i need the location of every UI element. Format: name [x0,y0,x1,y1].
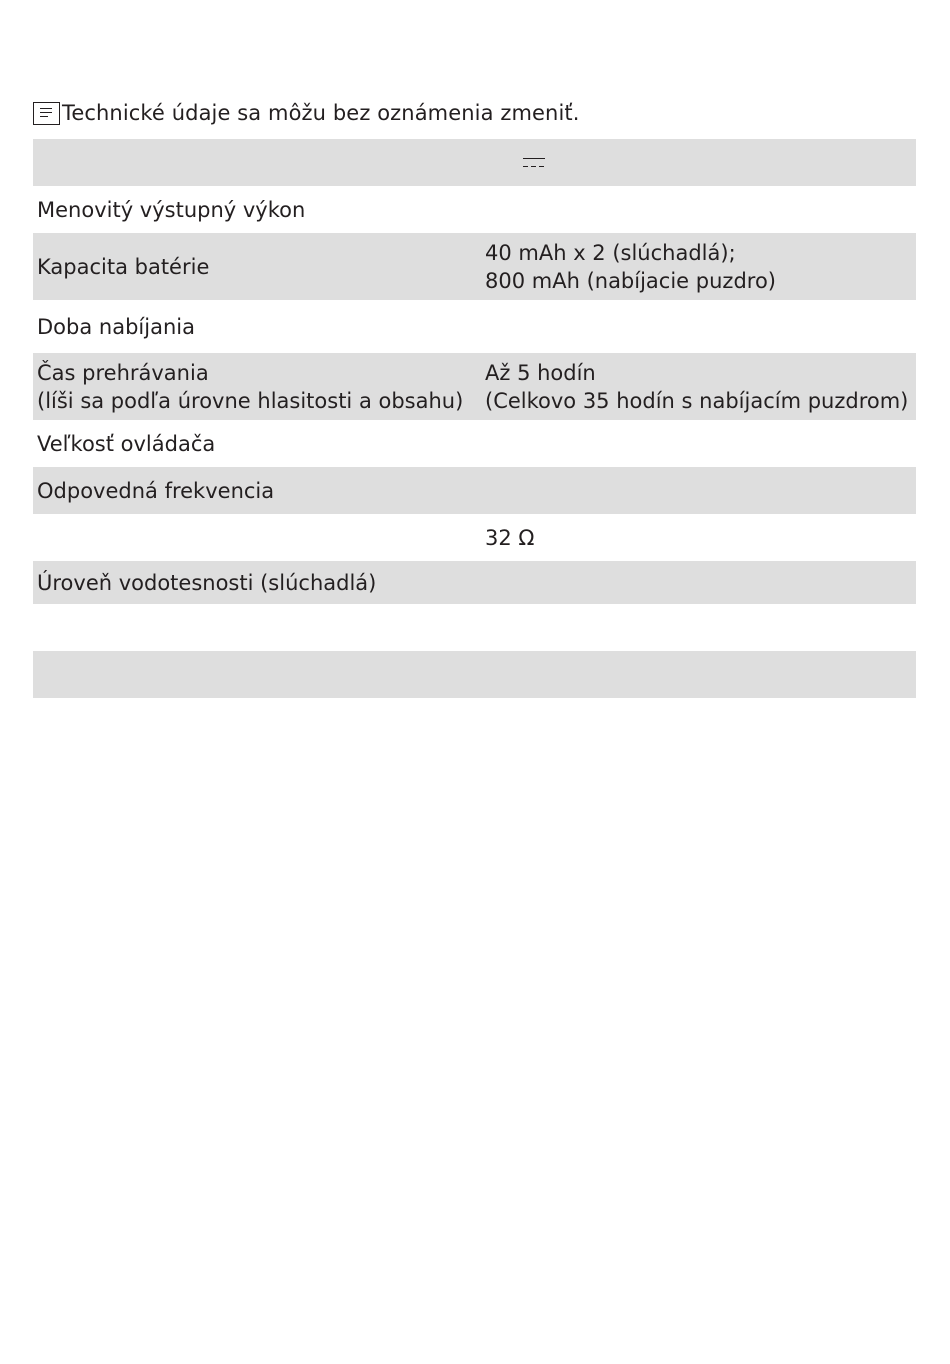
row-value-line: 800 mAh (nabíjacie puzdro) [485,268,776,293]
row-label-line: Veľkosť ovládača [37,431,216,456]
row-value [481,467,916,514]
row-label-line: Úroveň vodotesnosti (slúchadlá) [37,570,377,595]
table-row [33,651,916,698]
row-value [481,186,916,233]
row-value [481,604,916,651]
spec-notice [33,100,579,126]
row-value-line: 40 mAh x 2 (slúchadlá); [485,240,736,265]
row-label [33,300,481,353]
row-value [481,353,916,420]
row-value-line: Až 5 hodín [485,360,596,385]
table-header-row [33,139,916,186]
row-value [481,561,916,604]
row-label-line: (líši sa podľa úrovne hlasitosti a obsahu) [37,388,464,413]
table-row [33,353,916,420]
table-row [33,514,916,561]
row-label [33,233,481,300]
row-label-line: Doba nabíjania [37,314,195,339]
row-label [33,186,481,233]
table-row [33,186,916,233]
specifications-table [33,139,916,698]
row-label [33,420,481,467]
table-row [33,233,916,300]
row-label [33,353,481,420]
row-label [33,651,481,698]
row-label [33,604,481,651]
table-row [33,604,916,651]
row-label-line: Menovitý výstupný výkon [37,197,306,222]
row-label [33,514,481,561]
row-label-line: Čas prehrávania [37,360,209,385]
row-label [33,561,481,604]
table-row [33,300,916,353]
table-row [33,561,916,604]
row-value [481,651,916,698]
note-icon [33,102,60,125]
row-label-line: Odpovedná frekvencia [37,478,275,503]
row-label-line: Kapacita batérie [37,254,210,279]
row-value [481,233,916,300]
row-label [33,467,481,514]
row-value [481,420,916,467]
row-value-line: 32 Ω [485,525,535,550]
row-value [481,514,916,561]
row-value-line: (Celkovo 35 hodín s nabíjacím puzdrom) [485,388,909,413]
spec-notice-text: Technické údaje sa môžu bez oznámenia zmeniť. [62,101,580,125]
table-row [33,467,916,514]
table-row [33,420,916,467]
dc-symbol-icon [523,158,545,170]
row-value [481,300,916,353]
